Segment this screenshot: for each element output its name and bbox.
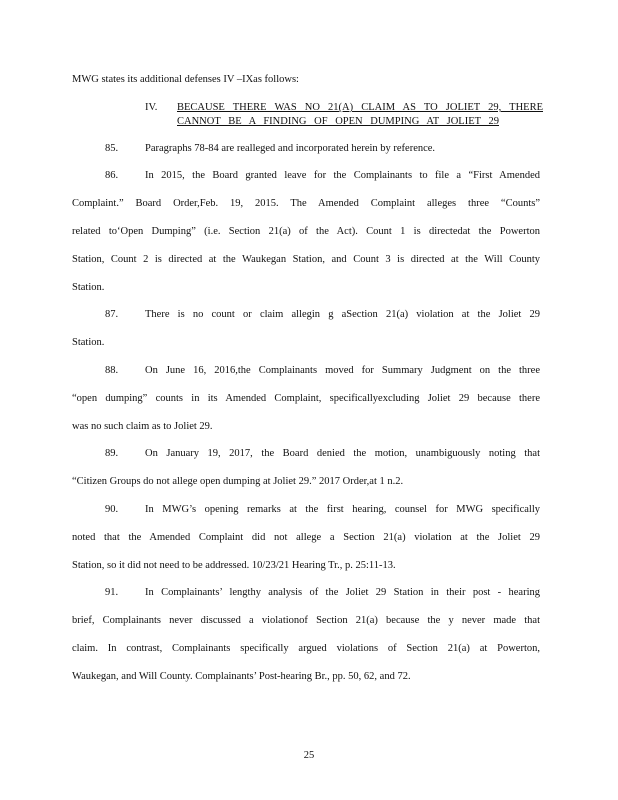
paragraph-line: Paragraphs 78-84 are realleged and incorporated herein by reference.: [145, 143, 436, 154]
paragraph-line: noted that the Amended Complaint did not allege a Section 21(a) violation at the Joliet 29: [72, 532, 540, 543]
paragraph-number: 89.: [105, 448, 119, 459]
paragraph-number: 88.: [105, 365, 119, 376]
paragraph-number: 90.: [105, 504, 119, 515]
paragraph-line: “Citizen Groups do not allege open dumping at Joliet 29.” 2017 Order,at 1 n.2.: [72, 476, 404, 487]
paragraph-line: Station, so it did not need to be addressed. 10/23/21 Hearing Tr., p. 25:11-13.: [72, 560, 396, 571]
heading-line-1: BECAUSE THERE WAS NO 21(A) CLAIM AS TO JOLIET 29, THERE: [177, 102, 543, 113]
paragraph-line: related to‘Open Dumping” (i.e. Section 21(a) of the Act). Count 1 is directedat the Powerton: [72, 226, 540, 237]
paragraph-number: 85.: [105, 143, 119, 154]
paragraph-number: 87.: [105, 309, 119, 320]
heading-line-2: CANNOT BE A FINDING OF OPEN DUMPING AT JOLIET 29: [177, 116, 499, 127]
paragraph-line: Station, Count 2 is directed at the Waukegan Station, and Count 3 is directed at the Will County: [72, 254, 540, 265]
paragraph-line: There is no count or claim allegin g aSection 21(a) violation at the Joliet 29: [145, 309, 540, 320]
page-number: 25: [303, 750, 315, 761]
paragraph-line: brief, Complainants never discussed a violationof Section 21(a) because the y never made that: [72, 615, 540, 626]
paragraph-line: In MWG’s opening remarks at the first hearing, counsel for MWG specifically: [145, 504, 540, 515]
paragraph-line: Station.: [72, 337, 105, 348]
paragraph-line: Complaint.” Board Order,Feb. 19, 2015. The Amended Complaint alleges three “Counts”: [72, 198, 540, 209]
paragraph-line: Station.: [72, 282, 105, 293]
paragraph-line: On June 16, 2016,the Complainants moved for Summary Judgment on the three: [145, 365, 540, 376]
paragraph-line: claim. In contrast, Complainants specifically argued violations of Section 21(a) at Powerton,: [72, 643, 540, 654]
intro-text: MWG states its additional defenses IV –IXas follows:: [72, 74, 299, 85]
heading-numeral: IV.: [145, 102, 158, 113]
paragraph-line: In Complainants’ lengthy analysis of the Joliet 29 Station in their post - hearing: [145, 587, 540, 598]
paragraph-line: “open dumping” counts in its Amended Complaint, specificallyexcluding Joliet 29 because there: [72, 393, 540, 404]
paragraph-line: On January 19, 2017, the Board denied the motion, unambiguously noting that: [145, 448, 540, 459]
paragraph-line: In 2015, the Board granted leave for the Complainants to file a “First Amended: [145, 170, 540, 181]
paragraph-line: Waukegan, and Will County. Complainants’ Post-hearing Br., pp. 50, 62, and 72.: [72, 671, 411, 682]
paragraph-line: was no such claim as to Joliet 29.: [72, 421, 213, 432]
paragraph-number: 91.: [105, 587, 119, 598]
paragraph-number: 86.: [105, 170, 119, 181]
